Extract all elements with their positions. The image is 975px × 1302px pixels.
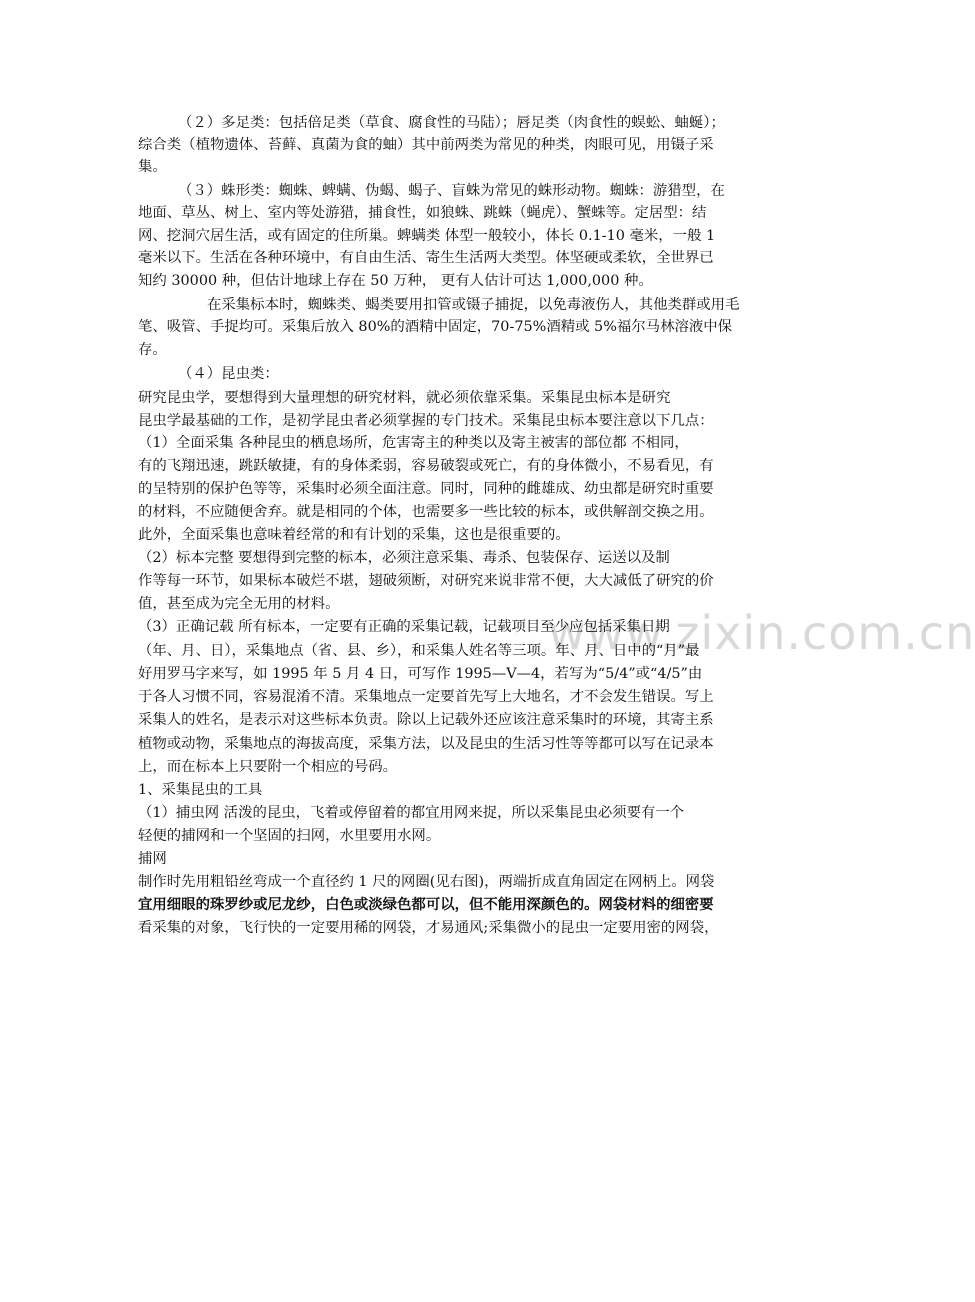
text-line: 有的飞翔迅速，跳跃敏捷，有的身体柔弱，容易破裂或死亡，有的身体微小，不易看见，有 [138,458,714,474]
text-line: （1）全面采集 各种昆虫的栖息场所，危害寄主的种类以及寄主被害的部位都 不相同， [138,435,689,451]
text-line: 作等每一环节，如果标本破烂不堪，翅破须断，对研究来说非常不便，大大减低了研究的价 [138,573,714,589]
text-line: 看采集的对象，飞行快的一定要用稀的网袋，才易通风;采集微小的昆虫一定要用密的网袋， [138,920,719,936]
text-line: 网、挖洞穴居生活，或有固定的住所巢。蜱螨类 体型一般较小，体长 0.1-10 毫米，一般 1 [138,228,716,244]
text-line: 上，而在标本上只要附一个相应的号码。 [138,759,398,775]
text-line: （2）标本完整 要想得到完整的标本，必须注意采集、毒杀、包装保存、运送以及制 [138,550,670,566]
text-line: （1）捕虫网 活泼的昆虫，飞着或停留着的都宜用网来捉，所以采集昆虫必须要有一个 [138,805,685,821]
text-line: 的材料，不应随便舍弃。就是相同的个体，也需要多一些比较的标本，或供解剖交换之用。 [138,504,714,520]
text-line: 笔、吸管、手捉均可。采集后放入 80%的酒精中固定，70-75%酒精或 5%福尔马林溶液中保 [138,319,733,335]
text-line: 于各人习惯不同，容易混淆不清。采集地点一定要首先写上大地名，才不会发生错误。写上 [138,689,714,705]
text-line: 知约 30000 种，但估计地球上存在 50 万种， 更有人估计可达 1,000,000 种。 [138,273,653,289]
text-line: （４）昆虫类： [178,366,279,382]
text-line: 综合类（植物遗体、苔藓、真菌为食的蚰）其中前两类为常见的种类，肉眼可见，用镊子采 [138,137,714,153]
text-line: 毫米以下。生活在各种环境中，有自由生活、寄生生活两大类型。体坚硬或柔软，全世界已 [138,250,714,266]
text-line: （3）正确记载 所有标本，一定要有正确的采集记载，记载项目至少应包括采集日期 [138,619,670,635]
text-line: 的呈特别的保护色等等，采集时必须全面注意。同时，同种的雌雄成、幼虫都是研究时重要 [138,481,714,497]
text-line: 集。 [138,159,167,175]
text-line: 在采集标本时，蜘蛛类、蝎类要用扣管或镊子捕捉，以免毒液伤人，其他类群或用毛 [207,297,740,313]
text-line: 研究昆虫学，要想得到大量理想的研究材料，就必须依靠采集。采集昆虫标本是研究 [138,390,671,406]
text-line: 值，甚至成为完全无用的材料。 [138,596,340,612]
watermark: www.zixin.com.cn [548,606,975,660]
text-line: （２）多足类：包括倍足类（草食、腐食性的马陆）；唇足类（肉食性的蜈蚣、蚰蜒）； [178,115,725,131]
section-heading: 轻便的捕网和一个坚固的扫网，水里要用水网。 [138,828,441,844]
text-line: （３）蛛形类：蜘蛛、蜱螨、伪蝎、蝎子、盲蛛为常见的蛛形动物。蜘蛛：游猎型，在 [178,183,725,199]
text-line: 采集人的姓名，是表示对这些标本负责。除以上记载外还应该注意采集时的环境，其寄主系 [138,712,714,728]
text-line: 1、采集昆虫的工具 [138,782,263,798]
text-line: 好用罗马字来写，如 1995 年 5 月 4 日，可写作 1995—V—4，若写为“5/4”或“4/5”由 [138,666,703,682]
text-line: 制作时先用粗铅丝弯成一个直径约 1 尺的网圈(见右图)，两端折成直角固定在网柄上。网袋 [138,874,715,890]
text-line: 地面、草丛、树上、室内等处游猎，捕食性，如狼蛛、跳蛛（蝇虎）、蟹蛛等。定居型：结 [138,205,707,221]
text-line: 此外，全面采集也意味着经常的和有计划的采集，这也是很重要的。 [138,527,570,543]
text-line: （年、月、日），采集地点（省、县、乡），和采集人姓名等三项。年、月、日中的“月”最 [138,643,700,659]
subheading: 宜用细眼的珠罗纱或尼龙纱，白色或淡绿色都可以，但不能用深颜色的。网袋材料的细密要 [138,897,714,913]
text-line: 植物或动物，采集地点的海拔高度，采集方法，以及昆虫的生活习性等等都可以写在记录本 [138,736,714,752]
text-line: 昆虫学最基础的工作，是初学昆虫者必须掌握的专门技术。采集昆虫标本要注意以下几点： [138,413,714,429]
text-line: 存。 [138,342,167,358]
text-line: 捕网 [138,851,167,867]
